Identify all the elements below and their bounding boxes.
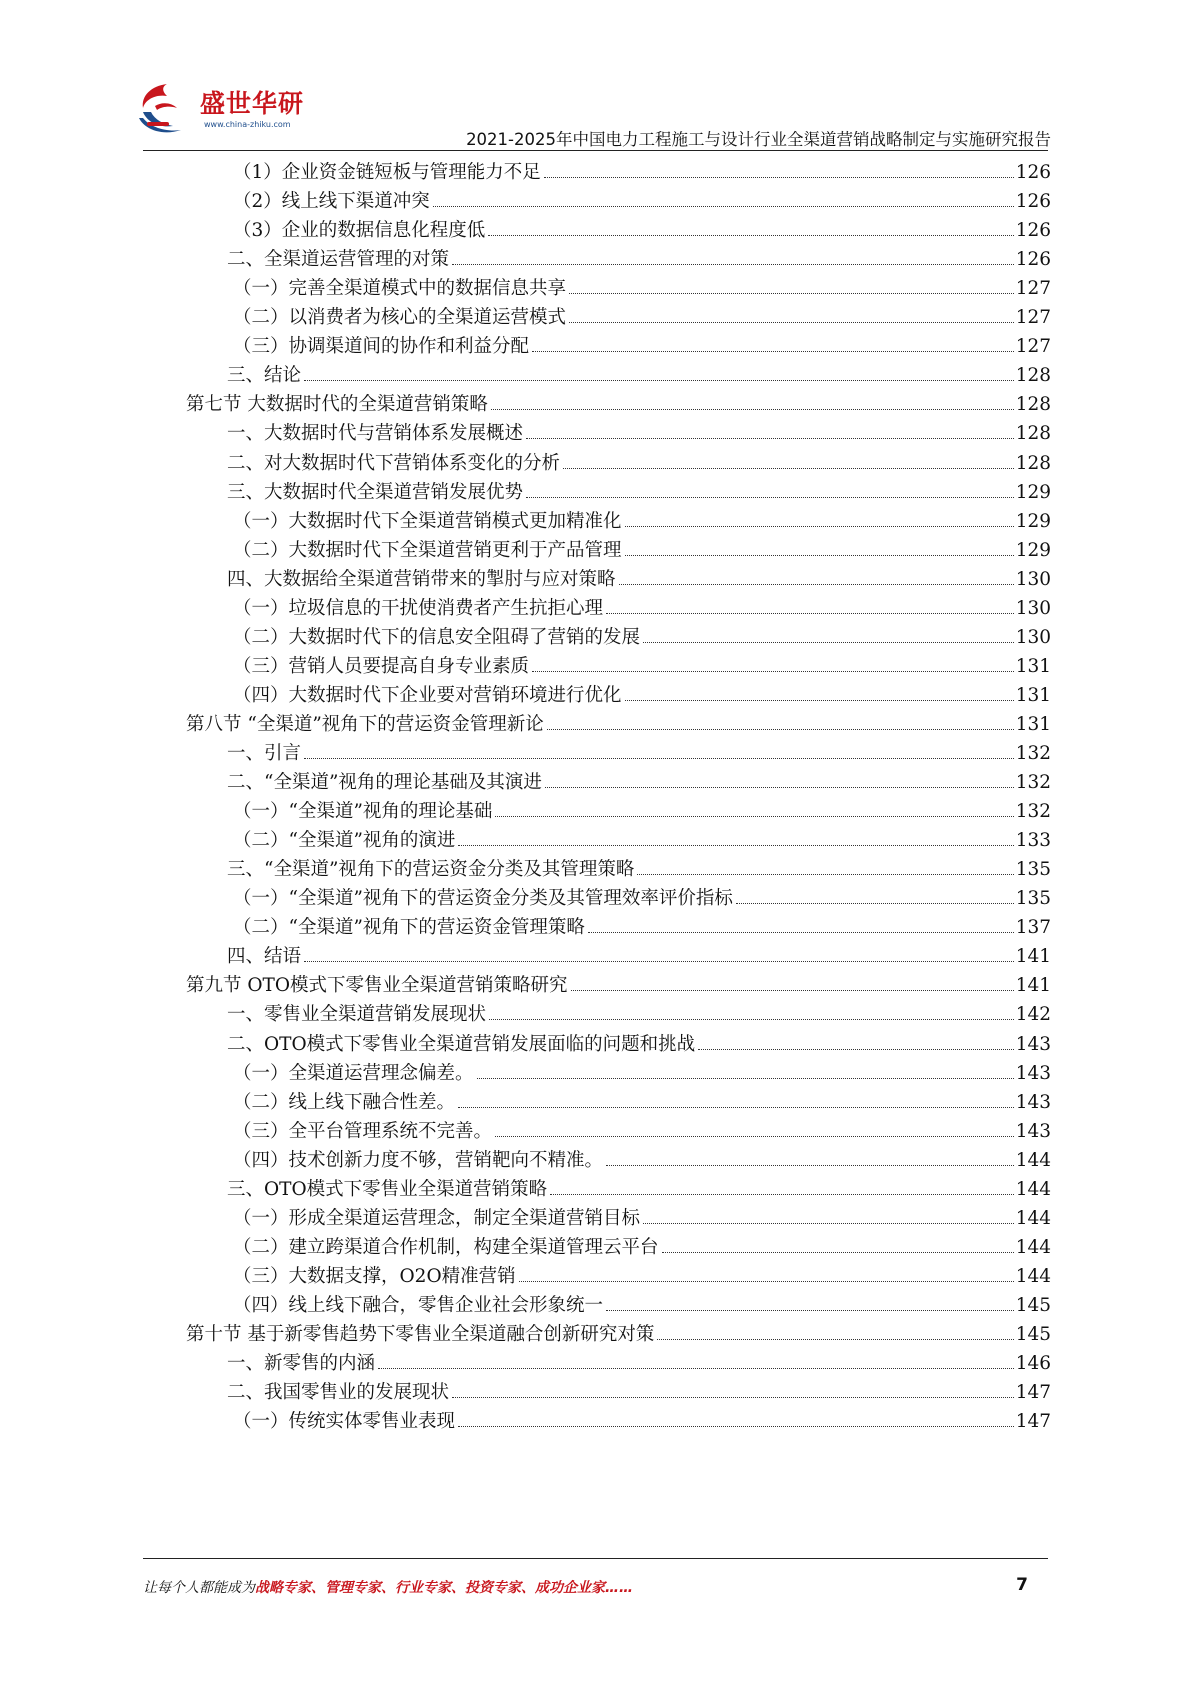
toc-entry-line [233, 335, 1051, 359]
toc-entry[interactable] [0, 186, 1191, 217]
toc-entry-line [227, 1178, 1051, 1202]
toc-entry-label: （二）“全渠道”视角的演进 [233, 830, 456, 852]
toc-entry-page: 144 [1015, 1265, 1051, 1287]
toc-entry-label: （二）大数据时代下全渠道营销更利于产品管理 [233, 539, 622, 561]
toc-entry-label: 二、OTO模式下零售业全渠道营销发展面临的问题和挑战 [227, 1033, 696, 1055]
toc-entry-line [227, 1352, 1051, 1376]
toc-entry-line [227, 858, 1051, 882]
toc-entry-line [233, 655, 1051, 679]
toc-dot-leader [588, 932, 1014, 933]
toc-dot-leader [606, 613, 1014, 614]
toc-entry-label: （一）垃圾信息的干扰使消费者产生抗拒心理 [233, 597, 604, 619]
toc-entry-label: 四、结语 [227, 946, 302, 968]
toc-entry-page: 144 [1015, 1178, 1051, 1200]
toc-entry[interactable] [0, 912, 1191, 943]
toc-dot-leader [662, 1252, 1014, 1253]
toc-entry[interactable] [0, 941, 1191, 972]
toc-dot-leader [532, 351, 1014, 352]
toc-dot-leader [458, 1426, 1014, 1427]
toc-entry-page: 126 [1015, 162, 1051, 183]
toc-entry-line [233, 829, 1051, 853]
toc-entry-line [227, 452, 1051, 476]
toc-entry-label: （三）大数据支撑，O2O精准营销 [233, 1265, 516, 1287]
toc-dot-leader [477, 1078, 1014, 1079]
toc-entry-label: （三）营销人员要提高自身专业素质 [233, 655, 530, 677]
toc-entry[interactable] [0, 360, 1191, 391]
toc-entry-label: 第十节 基于新零售趋势下零售业全渠道融合创新研究对策 [186, 1324, 655, 1345]
toc-entry-page: 127 [1015, 278, 1051, 300]
toc-entry-page: 127 [1015, 336, 1051, 358]
toc-entry[interactable] [0, 1116, 1191, 1147]
toc-entry-label: 一、新零售的内涵 [227, 1353, 376, 1375]
toc-entry-line [227, 568, 1051, 592]
toc-entry-line [227, 945, 1051, 969]
toc-dot-leader [519, 1281, 1014, 1282]
toc-entry[interactable] [0, 535, 1191, 566]
toc-entry-line [227, 481, 1051, 505]
toc-entry-line [227, 1003, 1051, 1027]
toc-dot-leader [643, 642, 1014, 643]
logo-emblem-icon [133, 78, 195, 140]
toc-entry-page: 137 [1015, 917, 1051, 939]
toc-entry-page: 129 [1015, 539, 1051, 561]
toc-entry[interactable] [0, 448, 1191, 479]
toc-entry-label: 二、全渠道运营管理的对策 [227, 249, 450, 271]
toc-entry-label: （2）线上线下渠道冲突 [233, 191, 430, 213]
toc-entry-label: （三）全平台管理系统不完善。 [233, 1120, 493, 1142]
toc-dot-leader [304, 758, 1014, 759]
footer-slogan-highlight: 战略专家、管理专家、行业专家、投资专家、成功企业家…… [255, 1580, 633, 1596]
toc-entry-label: （四）大数据时代下企业要对营销环境进行优化 [233, 684, 622, 706]
toc-entry-page: 128 [1015, 394, 1051, 416]
toc-entry[interactable] [0, 389, 1191, 420]
toc-entry-label: （一）全渠道运营理念偏差。 [233, 1062, 474, 1084]
toc-entry-line [227, 1033, 1051, 1057]
toc-entry-page: 135 [1015, 859, 1051, 881]
toc-entry-label: （一）完善全渠道模式中的数据信息共享 [233, 278, 567, 300]
toc-entry-page: 128 [1015, 423, 1051, 445]
toc-entry-page: 133 [1015, 830, 1051, 852]
toc-dot-leader [488, 235, 1013, 236]
toc-entry-label: （四）技术创新力度不够，营销靶向不精准。 [233, 1149, 604, 1171]
report-title: 2021-2025年中国电力工程施工与设计行业全渠道营销战略制定与实施研究报告 [466, 130, 1051, 149]
toc-dot-leader [698, 1049, 1014, 1050]
toc-entry[interactable] [0, 1319, 1191, 1350]
toc-entry-page: 145 [1015, 1294, 1051, 1316]
toc-entry-line [233, 1236, 1051, 1260]
toc-entry-line [233, 684, 1051, 708]
toc-entry-label: （二）线上线下融合性差。 [233, 1091, 456, 1113]
toc-dot-leader [304, 380, 1014, 381]
toc-entry[interactable] [0, 738, 1191, 769]
toc-entry-label: 一、大数据时代与营销体系发展概述 [227, 423, 524, 445]
toc-dot-leader [532, 671, 1014, 672]
toc-entry-page: 130 [1015, 568, 1051, 590]
toc-entry-page: 144 [1015, 1207, 1051, 1229]
toc-entry-page: 141 [1015, 946, 1051, 968]
toc-entry-label: 三、结论 [227, 365, 302, 387]
toc-entry-page: 130 [1015, 626, 1051, 648]
toc-entry-line [186, 974, 1051, 998]
toc-entry-label: （二）大数据时代下的信息安全阻碍了营销的发展 [233, 626, 641, 648]
toc-entry-line [186, 1323, 1051, 1347]
toc-entry-line [227, 742, 1051, 766]
toc-entry[interactable] [0, 215, 1191, 246]
toc-dot-leader [569, 322, 1014, 323]
toc-entry-line [233, 916, 1051, 940]
toc-entry-line [233, 887, 1051, 911]
toc-entry-label: 第七节 大数据时代的全渠道营销策略 [186, 394, 488, 416]
toc-dot-leader [304, 961, 1014, 962]
toc-dot-leader [495, 816, 1013, 817]
toc-entry-line [233, 626, 1051, 650]
toc-dot-leader [619, 584, 1014, 585]
toc-entry-line [233, 1265, 1051, 1289]
toc-entry[interactable] [0, 622, 1191, 653]
toc-entry-label: 四、大数据给全渠道营销带来的掣肘与应对策略 [227, 568, 616, 590]
toc-entry-label: （3）企业的数据信息化程度低 [233, 220, 486, 242]
toc-entry-label: 一、零售业全渠道营销发展现状 [227, 1004, 487, 1026]
toc-entry-line [227, 364, 1051, 388]
toc-entry[interactable] [0, 418, 1191, 449]
toc-entry[interactable] [0, 1232, 1191, 1263]
toc-entry-label: 三、“全渠道”视角下的营运资金分类及其管理策略 [227, 859, 635, 881]
toc-entry-label: 第九节 OTO模式下零售业全渠道营销策略研究 [186, 975, 568, 997]
toc-entry-line [233, 1207, 1051, 1231]
toc-dot-leader [378, 1368, 1014, 1369]
toc-entry-label: （四）线上线下融合，零售企业社会形象统一 [233, 1294, 604, 1316]
toc-entry[interactable] [0, 1377, 1191, 1408]
toc-entry-page: 128 [1015, 365, 1051, 387]
toc-entry-label: （一）“全渠道”视角下的营运资金分类及其管理效率评价指标 [233, 888, 733, 910]
toc-entry[interactable] [0, 709, 1191, 740]
company-logo [143, 82, 313, 146]
toc-entry-page: 143 [1015, 1120, 1051, 1142]
toc-entry[interactable] [0, 1029, 1191, 1060]
toc-entry[interactable] [0, 883, 1191, 914]
toc-entry[interactable] [0, 854, 1191, 885]
toc-entry-label: （一）大数据时代下全渠道营销模式更加精准化 [233, 510, 622, 532]
toc-entry-line [233, 219, 1051, 243]
toc-entry-page: 130 [1015, 597, 1051, 619]
toc-dot-leader [606, 1310, 1014, 1311]
toc-dot-leader [547, 729, 1014, 730]
page-footer [143, 1577, 1048, 1603]
toc-entry[interactable] [0, 1203, 1191, 1234]
toc-dot-leader [550, 1194, 1014, 1195]
toc-entry-page: 141 [1015, 975, 1051, 997]
toc-entry-page: 147 [1015, 1382, 1051, 1404]
toc-entry-line [186, 393, 1051, 417]
toc-entry-page: 129 [1015, 510, 1051, 532]
toc-entry-label: 二、“全渠道”视角的理论基础及其演进 [227, 772, 542, 794]
logo-brand-text: 盛世华研 [200, 89, 305, 118]
toc-entry-page: 132 [1015, 801, 1051, 823]
toc-dot-leader [606, 1165, 1014, 1166]
toc-entry[interactable] [0, 1174, 1191, 1205]
toc-entry-label: 三、大数据时代全渠道营销发展优势 [227, 481, 524, 503]
toc-entry-page: 131 [1015, 655, 1051, 677]
header-divider [143, 150, 1048, 151]
toc-dot-leader [625, 700, 1014, 701]
toc-entry[interactable] [0, 331, 1191, 362]
toc-entry[interactable] [0, 1348, 1191, 1379]
toc-entry-page: 131 [1015, 713, 1051, 735]
toc-entry-page: 146 [1015, 1353, 1051, 1375]
toc-entry-line [233, 510, 1051, 534]
toc-entry[interactable] [0, 244, 1191, 275]
toc-entry[interactable] [0, 1145, 1191, 1176]
toc-entry-line [233, 539, 1051, 563]
toc-dot-leader [625, 526, 1014, 527]
toc-entry[interactable] [0, 273, 1191, 304]
toc-entry-page: 144 [1015, 1236, 1051, 1258]
toc-dot-leader [571, 990, 1014, 991]
toc-entry-label: （一）形成全渠道运营理念，制定全渠道营销目标 [233, 1207, 641, 1229]
toc-entry-label: 二、我国零售业的发展现状 [227, 1382, 450, 1404]
toc-entry-line [233, 1410, 1051, 1434]
toc-entry-line [227, 771, 1051, 795]
toc-entry-page: 126 [1015, 191, 1051, 213]
toc-entry-line [233, 161, 1051, 185]
toc-entry-label: （三）协调渠道间的协作和利益分配 [233, 336, 530, 358]
toc-dot-leader [637, 874, 1013, 875]
toc-entry-page: 126 [1015, 220, 1051, 242]
toc-entry[interactable] [0, 302, 1191, 333]
toc-entry-page: 131 [1015, 684, 1051, 706]
toc-entry-label: 三、OTO模式下零售业全渠道营销策略 [227, 1178, 548, 1200]
toc-entry[interactable] [0, 767, 1191, 798]
toc-entry-page: 135 [1015, 888, 1051, 910]
toc-entry-line [233, 190, 1051, 214]
toc-dot-leader [452, 264, 1014, 265]
toc-entry[interactable] [0, 564, 1191, 595]
toc-entry-line [227, 248, 1051, 272]
toc-entry[interactable] [0, 651, 1191, 682]
toc-entry-label: （二）建立跨渠道合作机制，构建全渠道管理云平台 [233, 1236, 659, 1258]
toc-entry-label: （1）企业资金链短板与管理能力不足 [233, 162, 541, 183]
toc-entry-page: 127 [1015, 307, 1051, 329]
toc-entry[interactable] [0, 1290, 1191, 1321]
toc-entry[interactable] [0, 593, 1191, 624]
toc-entry-page: 129 [1015, 481, 1051, 503]
toc-dot-leader [526, 438, 1014, 439]
toc-dot-leader [643, 1223, 1014, 1224]
toc-dot-leader [625, 555, 1014, 556]
toc-entry[interactable] [0, 999, 1191, 1030]
toc-entry-page: 132 [1015, 743, 1051, 764]
toc-entry[interactable] [0, 1087, 1191, 1118]
toc-entry-line [227, 422, 1051, 446]
toc-dot-leader [458, 1107, 1014, 1108]
toc-dot-leader [495, 1136, 1014, 1137]
page-header [0, 0, 1191, 150]
toc-dot-leader [433, 206, 1014, 207]
toc-dot-leader [569, 293, 1014, 294]
toc-entry-page: 142 [1015, 1004, 1051, 1026]
toc-entry-label: （一）传统实体零售业表现 [233, 1411, 456, 1433]
toc-dot-leader [491, 409, 1014, 410]
toc-entry-page: 128 [1015, 452, 1051, 474]
toc-entry-label: （一）“全渠道”视角的理论基础 [233, 801, 493, 823]
toc-entry-line [233, 306, 1051, 330]
toc-entry[interactable] [0, 680, 1191, 711]
toc-dot-leader [458, 845, 1013, 846]
footer-slogan-prefix: 让每个人都能成为 [143, 1580, 255, 1596]
toc-entry-line [227, 1381, 1051, 1405]
toc-entry[interactable] [0, 970, 1191, 1001]
toc-entry[interactable] [0, 825, 1191, 856]
toc-entry[interactable] [0, 1058, 1191, 1089]
toc-entry-line [233, 277, 1051, 301]
toc-entry-label: 二、对大数据时代下营销体系变化的分析 [227, 452, 561, 474]
logo-website-url: www.china-zhiku.com [204, 120, 291, 129]
toc-entry[interactable] [0, 157, 1191, 188]
toc-entry-page: 143 [1015, 1091, 1051, 1113]
toc-dot-leader [563, 468, 1014, 469]
toc-entry[interactable] [0, 477, 1191, 508]
toc-entry-label: 一、引言 [227, 743, 302, 764]
toc-dot-leader [544, 177, 1014, 178]
toc-entry-page: 132 [1015, 772, 1051, 794]
toc-entry-page: 144 [1015, 1149, 1051, 1171]
toc-dot-leader [526, 497, 1014, 498]
toc-entry-label: （二）以消费者为核心的全渠道运营模式 [233, 307, 567, 329]
footer-divider [143, 1558, 1048, 1559]
page-number: 7 [1016, 1575, 1028, 1595]
toc-entry-line [233, 1062, 1051, 1086]
toc-entry-label: （二）“全渠道”视角下的营运资金管理策略 [233, 917, 585, 939]
toc-entry-page: 143 [1015, 1033, 1051, 1055]
toc-dot-leader [489, 1019, 1014, 1020]
toc-dot-leader [657, 1339, 1013, 1340]
toc-dot-leader [736, 903, 1014, 904]
toc-entry-line [233, 1120, 1051, 1144]
toc-entry-line [233, 1149, 1051, 1173]
toc-entry-line [186, 713, 1051, 737]
toc-entry-page: 147 [1015, 1411, 1051, 1433]
toc-entry-page: 145 [1015, 1324, 1051, 1345]
toc-entry-line [233, 1091, 1051, 1115]
toc-dot-leader [452, 1397, 1014, 1398]
toc-entry-page: 143 [1015, 1062, 1051, 1084]
toc-entry[interactable] [0, 796, 1191, 827]
toc-entry[interactable] [0, 1261, 1191, 1292]
toc-dot-leader [545, 787, 1014, 788]
toc-entry-label: 第八节 “全渠道”视角下的营运资金管理新论 [186, 713, 544, 735]
toc-entry-line [233, 1294, 1051, 1318]
toc-entry-line [233, 800, 1051, 824]
toc-entry[interactable] [0, 506, 1191, 537]
toc-entry-line [233, 597, 1051, 621]
toc-entry-page: 126 [1015, 249, 1051, 271]
toc-entry[interactable] [0, 1406, 1191, 1437]
